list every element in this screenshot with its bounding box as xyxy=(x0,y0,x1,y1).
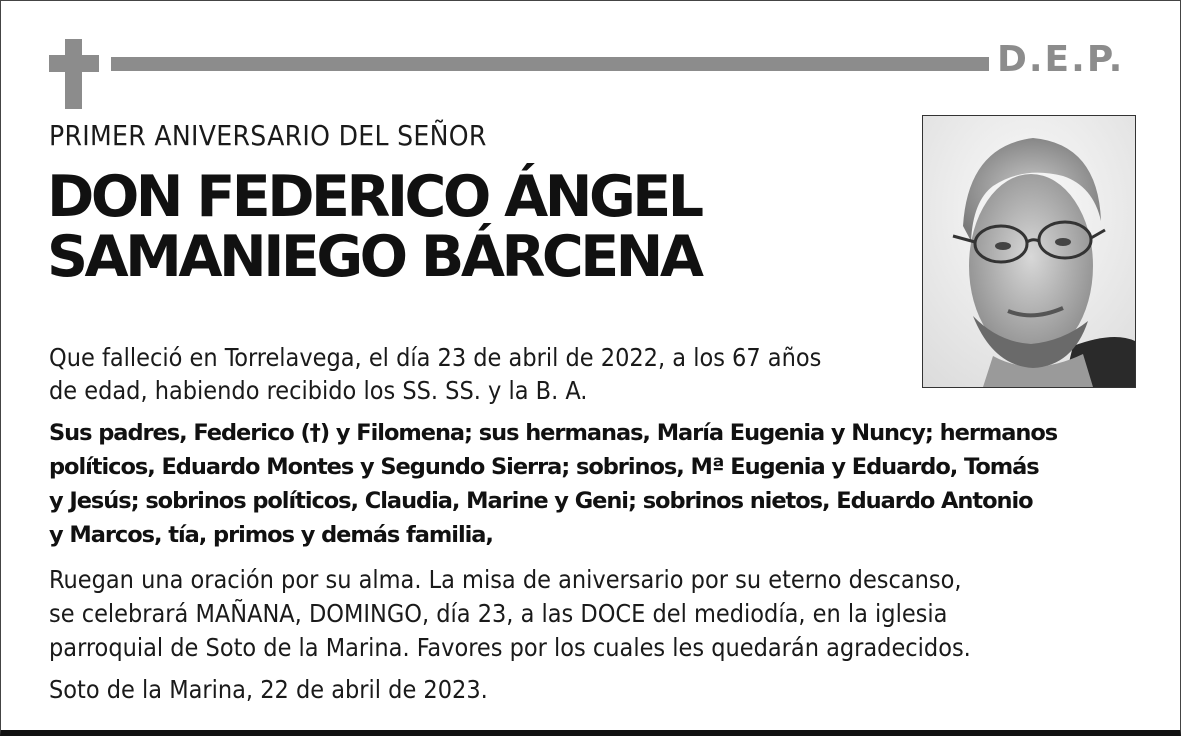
portrait-photo xyxy=(922,115,1136,388)
prayer-line-2: se celebrará MAÑANA, DOMINGO, día 23, a las DOCE del mediodía, en la iglesia xyxy=(49,599,948,628)
prayer-line-1: Ruegan una oración por su alma. La misa de aniversario por su eterno descanso, xyxy=(49,565,962,594)
place-date: Soto de la Marina, 22 de abril de 2023. xyxy=(49,675,488,704)
dep-label: D.E.P. xyxy=(997,39,1125,80)
family-line-4: y Marcos, tía, primos y demás familia, xyxy=(49,522,493,548)
death-line-2: de edad, habiendo recibido los SS. SS. y la B. A. xyxy=(49,376,588,405)
prayer-line-3: parroquial de Soto de la Marina. Favores por los cuales les quedarán agradecidos. xyxy=(49,633,971,662)
subtitle: PRIMER ANIVERSARIO DEL SEÑOR xyxy=(49,119,487,152)
family-line-2: políticos, Eduardo Montes y Segundo Sierra; sobrinos, Mª Eugenia y Eduardo, Tomás xyxy=(49,454,1039,480)
name-line-2: SAMANIEGO BÁRCENA xyxy=(47,224,701,290)
family-line-1: Sus padres, Federico (†) y Filomena; sus hermanas, María Eugenia y Nuncy; hermanos xyxy=(49,420,1058,446)
prayer-request xyxy=(49,563,1139,665)
death-line-1: Que falleció en Torrelavega, el día 23 de abril de 2022, a los 67 años xyxy=(49,343,822,372)
name-line-1: DON FEDERICO ÁNGEL xyxy=(47,164,701,230)
death-details xyxy=(49,341,909,407)
header-rule xyxy=(111,57,989,71)
cross-icon xyxy=(49,39,101,109)
deceased-name xyxy=(47,164,701,290)
family-line-3: y Jesús; sobrinos políticos, Claudia, Marine y Geni; sobrinos nietos, Eduardo Antonio xyxy=(49,488,1033,514)
family-list xyxy=(49,416,1139,552)
